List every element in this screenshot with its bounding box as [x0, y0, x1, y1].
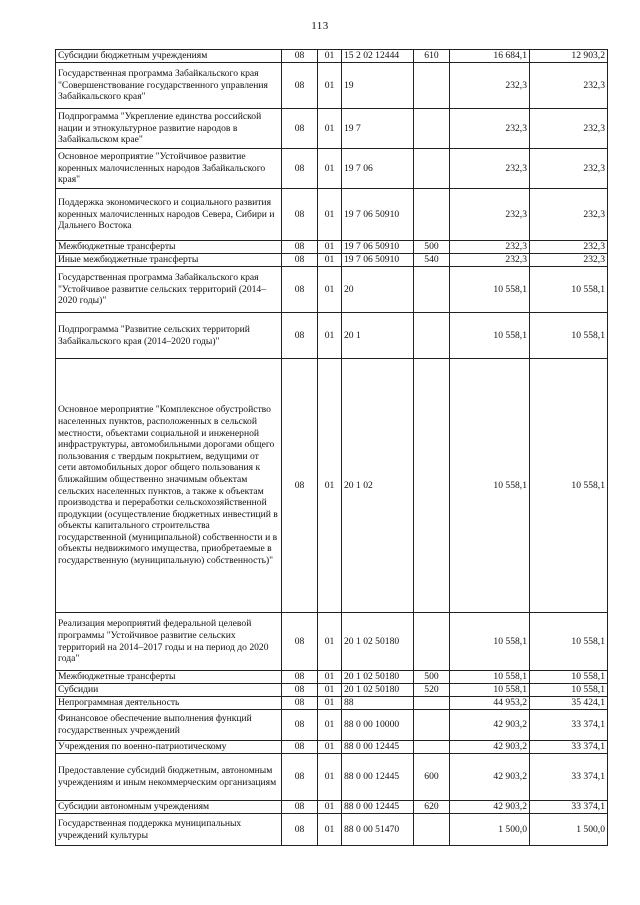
row-value-2019: 10 558,1: [530, 313, 608, 359]
row-section: 08: [282, 313, 318, 359]
budget-table: [55, 49, 608, 846]
row-subsection: 01: [318, 254, 342, 267]
row-name: Учреждения по военно-патриотическому: [56, 741, 282, 754]
row-section: 08: [282, 814, 318, 846]
row-subsection: 01: [318, 267, 342, 313]
row-value-2019: 232,3: [530, 241, 608, 254]
row-expense-type: 620: [414, 801, 450, 814]
row-expense-type: [414, 267, 450, 313]
row-section: 08: [282, 241, 318, 254]
table-row: [56, 241, 608, 254]
row-value-2018: 16 684,1: [450, 50, 530, 63]
row-value-2019: 10 558,1: [530, 359, 608, 613]
row-value-2018: 10 558,1: [450, 313, 530, 359]
row-value-2018: 42 903,2: [450, 754, 530, 801]
row-value-2019: 232,3: [530, 254, 608, 267]
table-row: [56, 613, 608, 671]
row-value-2018: 232,3: [450, 149, 530, 189]
row-section: 08: [282, 267, 318, 313]
row-subsection: 01: [318, 613, 342, 671]
row-subsection: 01: [318, 710, 342, 741]
row-expense-type: [414, 149, 450, 189]
table-row: [56, 814, 608, 846]
row-name: Финансовое обеспечение выполнения функций государственных учреждений: [56, 710, 282, 741]
table-row: [56, 63, 608, 109]
table-row: [56, 684, 608, 697]
table-row: [56, 313, 608, 359]
table-row: [56, 189, 608, 241]
row-target-code: 19: [342, 63, 414, 109]
row-name: Субсидии автономным учреждениям: [56, 801, 282, 814]
row-name: Государственная программа Забайкальского края "Совершенствование государственного управления Забайкальского края": [56, 63, 282, 109]
row-value-2018: 42 903,2: [450, 801, 530, 814]
row-section: 08: [282, 109, 318, 149]
row-subsection: 01: [318, 313, 342, 359]
row-target-code: 88 0 00 10000: [342, 710, 414, 741]
row-value-2018: 42 903,2: [450, 710, 530, 741]
row-target-code: 20: [342, 267, 414, 313]
row-subsection: 01: [318, 63, 342, 109]
row-name: Предоставление субсидий бюджетным, автономным учреждениям и иным некоммерческим организациям: [56, 754, 282, 801]
row-expense-type: [414, 63, 450, 109]
row-value-2018: 44 953,2: [450, 697, 530, 710]
row-target-code: 19 7 06 50910: [342, 241, 414, 254]
table-row: [56, 267, 608, 313]
row-name: Подпрограмма "Укрепление единства российской нации и этнокультурное развитие народов в Забайкальском крае": [56, 109, 282, 149]
row-subsection: 01: [318, 684, 342, 697]
row-subsection: 01: [318, 697, 342, 710]
row-subsection: 01: [318, 801, 342, 814]
row-subsection: 01: [318, 241, 342, 254]
row-value-2019: 1 500,0: [530, 814, 608, 846]
row-value-2019: 33 374,1: [530, 801, 608, 814]
row-expense-type: [414, 741, 450, 754]
row-value-2019: 10 558,1: [530, 613, 608, 671]
row-name: Реализация мероприятий федеральной целевой программы "Устойчивое развитие сельских территорий на 2014–2017 годы и на период до 2020 года": [56, 613, 282, 671]
row-name: Межбюджетные трансферты: [56, 671, 282, 684]
row-value-2019: 35 424,1: [530, 697, 608, 710]
row-value-2019: 10 558,1: [530, 671, 608, 684]
row-section: 08: [282, 359, 318, 613]
row-subsection: 01: [318, 149, 342, 189]
table-row: [56, 801, 608, 814]
table-row: [56, 109, 608, 149]
row-value-2018: 232,3: [450, 63, 530, 109]
row-section: 08: [282, 189, 318, 241]
row-value-2018: 1 500,0: [450, 814, 530, 846]
row-expense-type: [414, 814, 450, 846]
row-section: 08: [282, 254, 318, 267]
row-name: Межбюджетные трансферты: [56, 241, 282, 254]
row-expense-type: [414, 313, 450, 359]
row-expense-type: [414, 697, 450, 710]
row-expense-type: [414, 189, 450, 241]
row-value-2018: 232,3: [450, 109, 530, 149]
row-value-2018: 10 558,1: [450, 267, 530, 313]
row-value-2019: 232,3: [530, 63, 608, 109]
row-expense-type: 500: [414, 671, 450, 684]
row-name: Непрограммная деятельность: [56, 697, 282, 710]
row-target-code: 20 1: [342, 313, 414, 359]
row-name: Иные межбюджетные трансферты: [56, 254, 282, 267]
row-subsection: 01: [318, 189, 342, 241]
table-row: [56, 50, 608, 63]
table-row: [56, 254, 608, 267]
row-value-2018: 42 903,2: [450, 741, 530, 754]
table-row: [56, 359, 608, 613]
row-expense-type: [414, 109, 450, 149]
row-name: Подпрограмма "Развитие сельских территорий Забайкальского края (2014–2020 годы)": [56, 313, 282, 359]
row-target-code: 20 1 02: [342, 359, 414, 613]
row-value-2019: 12 903,2: [530, 50, 608, 63]
row-subsection: 01: [318, 814, 342, 846]
row-value-2019: 232,3: [530, 189, 608, 241]
table-row: [56, 697, 608, 710]
row-target-code: 20 1 02 50180: [342, 684, 414, 697]
table-row: [56, 741, 608, 754]
row-value-2018: 232,3: [450, 254, 530, 267]
row-target-code: 20 1 02 50180: [342, 671, 414, 684]
row-target-code: 19 7: [342, 109, 414, 149]
row-expense-type: 540: [414, 254, 450, 267]
row-subsection: 01: [318, 359, 342, 613]
row-expense-type: 600: [414, 754, 450, 801]
table-row: [56, 754, 608, 801]
row-value-2018: 10 558,1: [450, 613, 530, 671]
row-section: 08: [282, 671, 318, 684]
row-name: Субсидии: [56, 684, 282, 697]
row-value-2019: 33 374,1: [530, 754, 608, 801]
row-section: 08: [282, 613, 318, 671]
row-expense-type: [414, 359, 450, 613]
row-subsection: 01: [318, 109, 342, 149]
row-subsection: 01: [318, 671, 342, 684]
row-subsection: 01: [318, 754, 342, 801]
row-name: Государственная программа Забайкальского края "Устойчивое развитие сельских территорий (2014–2020 годы)": [56, 267, 282, 313]
row-value-2019: 33 374,1: [530, 710, 608, 741]
row-section: 08: [282, 697, 318, 710]
table-row: [56, 671, 608, 684]
row-name: Основное мероприятие "Устойчивое развитие коренных малочисленных народов Забайкальского края": [56, 149, 282, 189]
row-value-2018: 10 558,1: [450, 671, 530, 684]
row-name: Основное мероприятие "Комплексное обустройство населенных пунктов, расположенных в сельской местности, объектами социальной и инженерной инфраструктуры, автомобильными дорогами общего пользования с твердым покрытием, ведущими от сети автомобильных дорог общего пользования к ближайшим общественно значимым объектам сельских населенных пунктов, а также к объектам производства и переработки сельскохозяйственной продукции (осуществление бюджетных инвестиций в объекты капитального строительства государственной (муниципальной) собственности и в объекты недвижимого имущества, приобретаемые в государственную (муниципальную) собственность)": [56, 359, 282, 613]
row-section: 08: [282, 754, 318, 801]
row-target-code: 19 7 06 50910: [342, 254, 414, 267]
row-target-code: 88 0 00 12445: [342, 741, 414, 754]
table-row: [56, 710, 608, 741]
row-target-code: 88 0 00 12445: [342, 754, 414, 801]
row-name: Государственная поддержка муниципальных учреждений культуры: [56, 814, 282, 846]
row-target-code: 88 0 00 12445: [342, 801, 414, 814]
row-value-2018: 232,3: [450, 189, 530, 241]
row-section: 08: [282, 710, 318, 741]
row-section: 08: [282, 801, 318, 814]
row-value-2018: 10 558,1: [450, 359, 530, 613]
row-target-code: 15 2 02 12444: [342, 50, 414, 63]
row-value-2019: 10 558,1: [530, 684, 608, 697]
row-value-2018: 232,3: [450, 241, 530, 254]
row-target-code: 20 1 02 50180: [342, 613, 414, 671]
row-expense-type: 610: [414, 50, 450, 63]
row-section: 08: [282, 684, 318, 697]
row-value-2018: 10 558,1: [450, 684, 530, 697]
row-target-code: 19 7 06: [342, 149, 414, 189]
row-value-2019: 33 374,1: [530, 741, 608, 754]
row-expense-type: [414, 613, 450, 671]
row-value-2019: 10 558,1: [530, 267, 608, 313]
row-section: 08: [282, 741, 318, 754]
row-subsection: 01: [318, 741, 342, 754]
row-expense-type: [414, 710, 450, 741]
row-name: Поддержка экономического и социального развития коренных малочисленных народов Севера, Сибири и Дальнего Востока: [56, 189, 282, 241]
row-expense-type: 520: [414, 684, 450, 697]
row-value-2019: 232,3: [530, 109, 608, 149]
row-section: 08: [282, 50, 318, 63]
row-target-code: 88 0 00 51470: [342, 814, 414, 846]
row-section: 08: [282, 149, 318, 189]
page-number: 113: [311, 20, 329, 32]
table-row: [56, 149, 608, 189]
row-value-2019: 232,3: [530, 149, 608, 189]
row-target-code: 88: [342, 697, 414, 710]
row-target-code: 19 7 06 50910: [342, 189, 414, 241]
row-expense-type: 500: [414, 241, 450, 254]
row-name: Субсидии бюджетным учреждениям: [56, 50, 282, 63]
row-section: 08: [282, 63, 318, 109]
row-subsection: 01: [318, 50, 342, 63]
